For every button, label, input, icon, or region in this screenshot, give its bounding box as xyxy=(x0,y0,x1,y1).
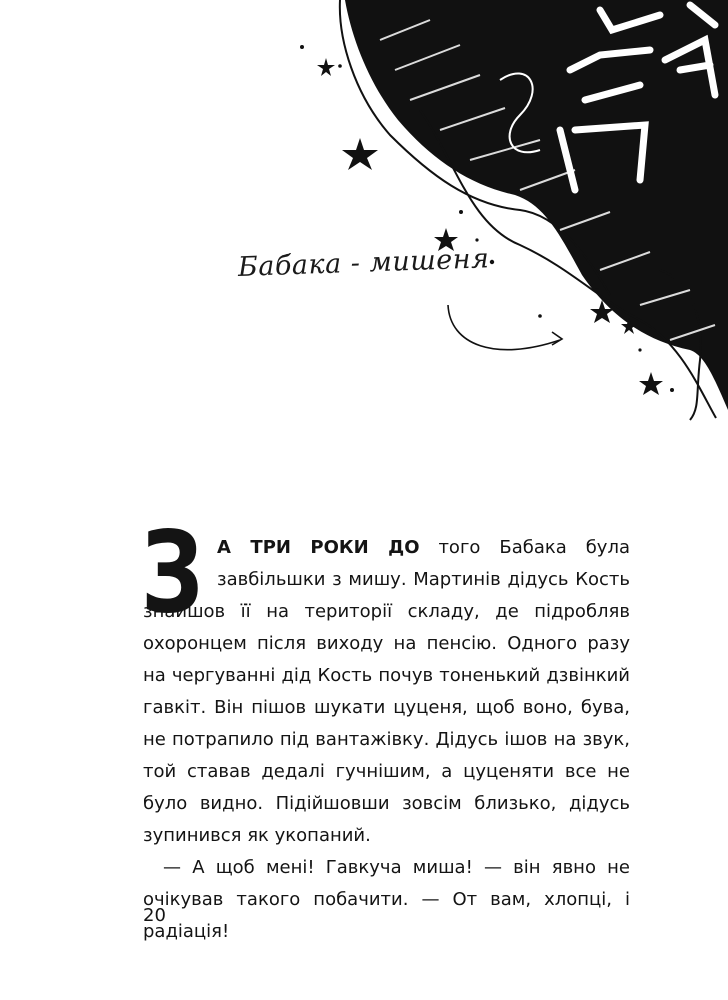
black-blob-shape xyxy=(345,0,728,410)
illustration-art xyxy=(0,0,728,440)
paragraph-2: — А щоб мені! Гавкуча миша! — він явно не очікував такого побачити. — От вам, хлопці, і радіація! xyxy=(143,857,630,942)
chapter-text xyxy=(141,506,630,948)
arrow-head xyxy=(552,332,562,345)
illustration-caption: Бабака - мишеня xyxy=(237,243,490,283)
drop-cap: З xyxy=(141,506,204,639)
lead-in: А ТРИ РОКИ ДО xyxy=(217,537,420,558)
page-number: 20 xyxy=(143,905,166,926)
paragraph-1 xyxy=(141,506,630,852)
arrow-curve xyxy=(448,305,560,350)
paragraph-1-text: того Бабака була завбільшки з мишу. Мартинів дідусь Кость знайшов її на території складу, де підробляв охоронцем після виходу на пенсію. Одного разу на чергуванні дід Кость почув тоненький дзвінкий гавкіт. Він пішов шукати цуценя, щоб воно, бува, не потрапило під вантажівку. Дідусь ішов на звук, той ставав дедалі гучнішим, а цуценяти все не було видно. Підійшовши зовсім близько, дідусь зупинився як укопаний. xyxy=(143,537,630,846)
